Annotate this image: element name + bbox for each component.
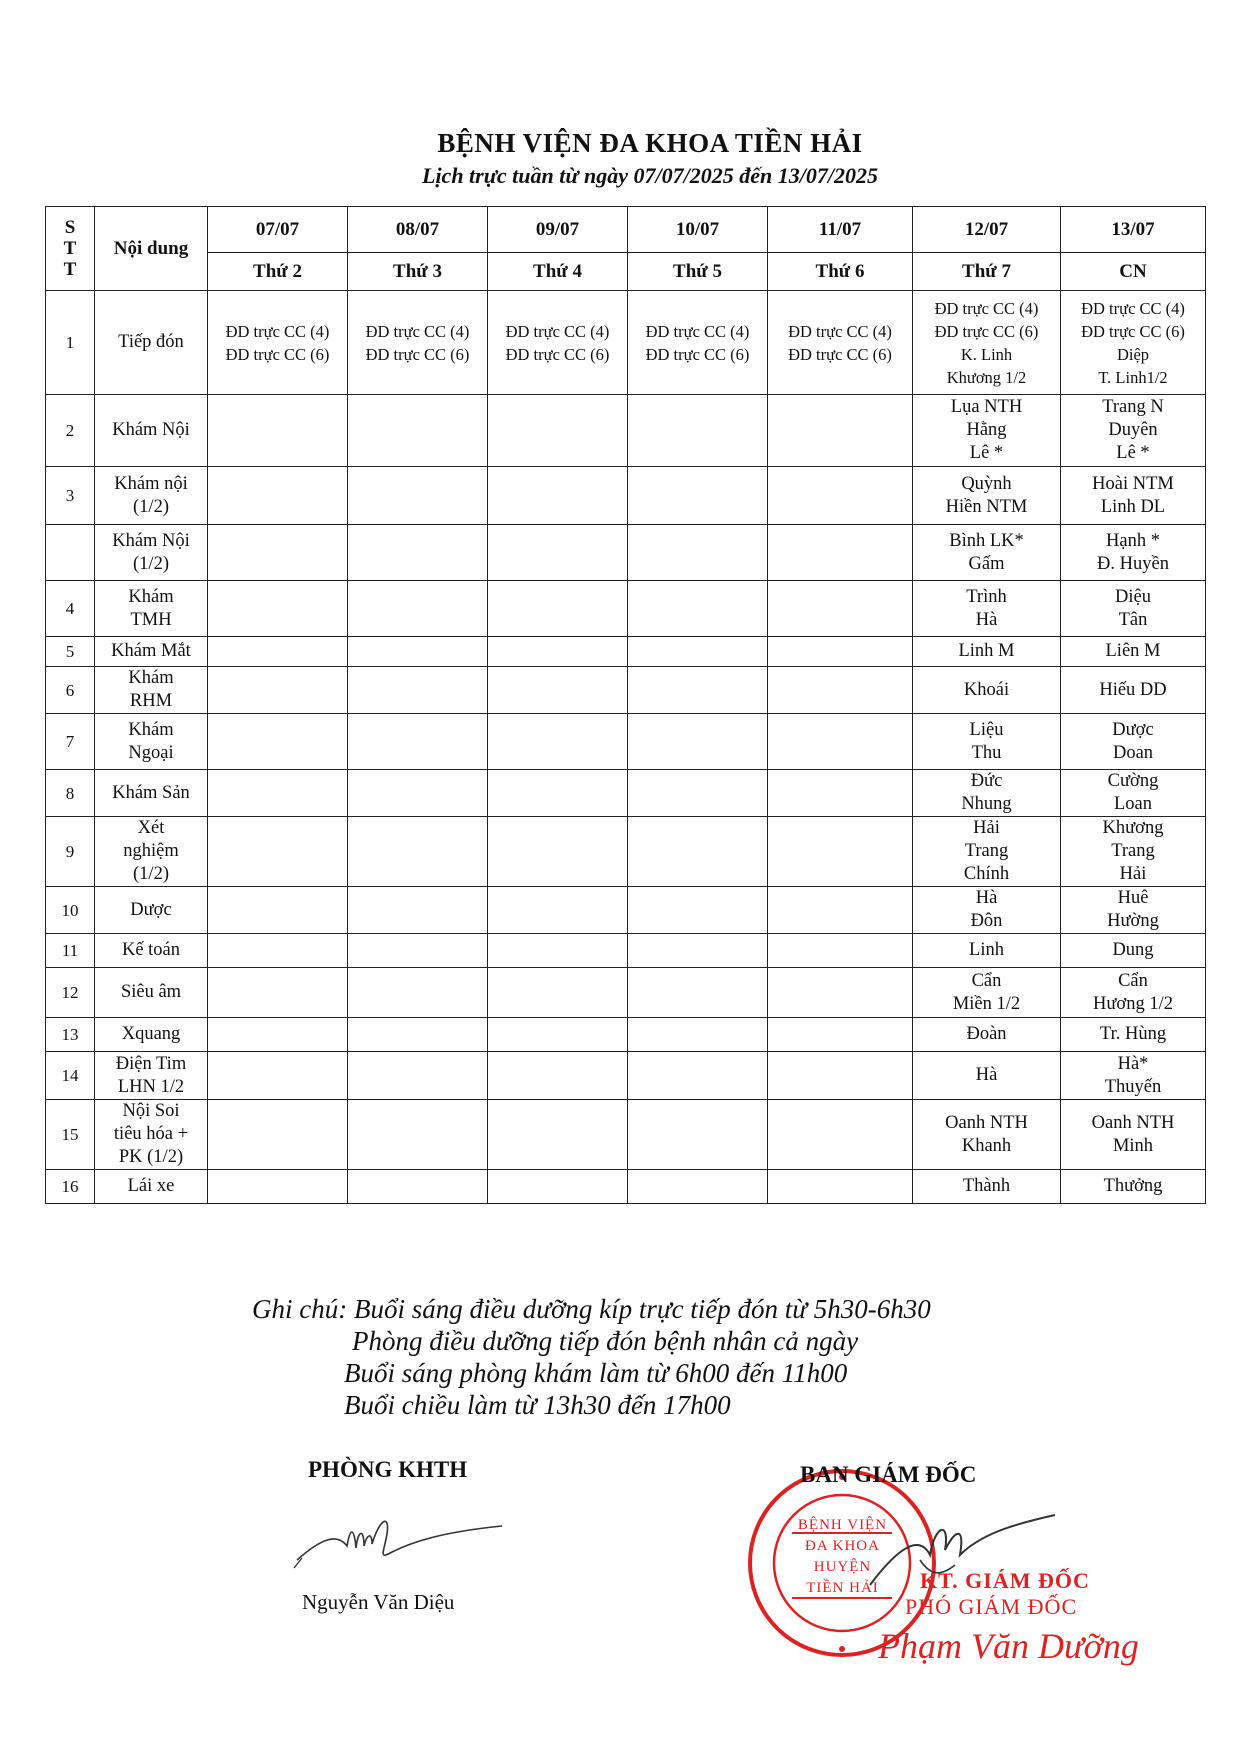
- schedule-cell: Hoài NTM Linh DL: [1061, 467, 1206, 525]
- table-row: [46, 714, 1206, 770]
- schedule-cell: Hạnh * Đ. Huyền: [1061, 525, 1206, 581]
- schedule-cell: Khương Trang Hải: [1061, 817, 1206, 887]
- row-content: Khám TMH: [95, 581, 208, 637]
- schedule-cell: [488, 467, 628, 525]
- row-content: Xquang: [95, 1018, 208, 1052]
- left-signer-title: PHÒNG KHTH: [308, 1457, 468, 1482]
- schedule-cell: [488, 1100, 628, 1170]
- table-row: [46, 1100, 1206, 1170]
- table-row: [46, 770, 1206, 817]
- row-stt: 12: [46, 968, 95, 1018]
- schedule-cell: [628, 714, 768, 770]
- schedule-cell: [348, 770, 488, 817]
- schedule-cell: [628, 637, 768, 667]
- left-signer-name: Nguyễn Văn Diệu: [302, 1590, 455, 1614]
- schedule-cell: [768, 770, 913, 817]
- table-row: [46, 887, 1206, 934]
- schedule-cell: [488, 1052, 628, 1100]
- schedule-cell: Dung: [1061, 934, 1206, 968]
- row-stt: 13: [46, 1018, 95, 1052]
- stt-header: S T T: [46, 207, 95, 291]
- schedule-cell: Linh M: [913, 637, 1061, 667]
- day-weekday-header: Thứ 6: [768, 253, 913, 291]
- schedule-cell: ĐD trực CC (4) ĐD trực CC (6): [768, 291, 913, 395]
- schedule-cell: [768, 637, 913, 667]
- table-row: [46, 1170, 1206, 1204]
- schedule-cell: [628, 667, 768, 714]
- schedule-cell: Cẩn Hương 1/2: [1061, 968, 1206, 1018]
- right-signer-role: KT. GIÁM ĐỐC: [920, 1568, 1090, 1593]
- note-line: Phòng điều dưỡng tiếp đón bệnh nhân cả ngày: [352, 1326, 859, 1356]
- schedule-cell: Hà: [913, 1052, 1061, 1100]
- row-stt: 14: [46, 1052, 95, 1100]
- schedule-cell: [768, 817, 913, 887]
- schedule-cell: [208, 968, 348, 1018]
- row-stt: 10: [46, 887, 95, 934]
- row-content: Khám nội (1/2): [95, 467, 208, 525]
- schedule-cell: [768, 1170, 913, 1204]
- schedule-table: [45, 206, 1206, 1204]
- schedule-cell: [628, 968, 768, 1018]
- content-header: Nội dung: [95, 207, 208, 291]
- schedule-cell: Khoái: [913, 667, 1061, 714]
- schedule-cell: Đoàn: [913, 1018, 1061, 1052]
- schedule-cell: Cường Loan: [1061, 770, 1206, 817]
- table-row: [46, 525, 1206, 581]
- schedule-cell: [488, 817, 628, 887]
- schedule-cell: [768, 934, 913, 968]
- schedule-cell: [348, 467, 488, 525]
- schedule-cell: [628, 934, 768, 968]
- schedule-cell: [488, 968, 628, 1018]
- row-content: Khám Mắt: [95, 637, 208, 667]
- schedule-cell: [488, 887, 628, 934]
- schedule-cell: [208, 1100, 348, 1170]
- table-row: [46, 667, 1206, 714]
- day-weekday-header: Thứ 3: [348, 253, 488, 291]
- day-date-header: 10/07: [628, 207, 768, 253]
- day-date-header: 08/07: [348, 207, 488, 253]
- schedule-cell: Oanh NTH Minh: [1061, 1100, 1206, 1170]
- schedule-cell: Hải Trang Chính: [913, 817, 1061, 887]
- schedule-cell: [348, 667, 488, 714]
- schedule-cell: [208, 637, 348, 667]
- schedule-cell: [488, 1018, 628, 1052]
- schedule-cell: [488, 934, 628, 968]
- schedule-cell: [768, 887, 913, 934]
- row-content: Khám RHM: [95, 667, 208, 714]
- schedule-cell: ĐD trực CC (4) ĐD trực CC (6): [348, 291, 488, 395]
- row-stt: 7: [46, 714, 95, 770]
- schedule-cell: Đức Nhung: [913, 770, 1061, 817]
- table-header: [46, 207, 1206, 291]
- note-line: Buổi chiều làm từ 13h30 đến 17h00: [344, 1390, 731, 1420]
- schedule-cell: [348, 1018, 488, 1052]
- schedule-cell: [208, 395, 348, 467]
- schedule-cell: [208, 714, 348, 770]
- table-row: [46, 1018, 1206, 1052]
- schedule-cell: [208, 770, 348, 817]
- schedule-cell: [208, 667, 348, 714]
- schedule-cell: ĐD trực CC (4) ĐD trực CC (6): [488, 291, 628, 395]
- row-stt: 3: [46, 467, 95, 525]
- schedule-cell: [348, 714, 488, 770]
- schedule-cell: [208, 934, 348, 968]
- schedule-cell: [628, 770, 768, 817]
- schedule-cell: [628, 395, 768, 467]
- right-signer-position: PHÓ GIÁM ĐỐC: [905, 1594, 1078, 1619]
- row-content: Siêu âm: [95, 968, 208, 1018]
- page-title: BỆNH VIỆN ĐA KHOA TIỀN HẢI: [437, 128, 863, 158]
- row-stt: [46, 525, 95, 581]
- schedule-cell: [628, 817, 768, 887]
- row-stt: 1: [46, 291, 95, 395]
- table-row: [46, 1052, 1206, 1100]
- day-weekday-header: Thứ 7: [913, 253, 1061, 291]
- row-content: Nội Soi tiêu hóa + PK (1/2): [95, 1100, 208, 1170]
- row-stt: 6: [46, 667, 95, 714]
- note-line: Ghi chú: Buổi sáng điều dưỡng kíp trực tiếp đón từ 5h30-6h30: [252, 1294, 931, 1324]
- schedule-cell: [768, 1052, 913, 1100]
- schedule-cell: [628, 1100, 768, 1170]
- schedule-cell: Hà* Thuyến: [1061, 1052, 1206, 1100]
- schedule-cell: [348, 1100, 488, 1170]
- table-body: [46, 291, 1206, 1204]
- schedule-cell: Lụa NTH Hằng Lê *: [913, 395, 1061, 467]
- row-content: Khám Sản: [95, 770, 208, 817]
- schedule-cell: Hà Đôn: [913, 887, 1061, 934]
- schedule-cell: [348, 968, 488, 1018]
- schedule-cell: ĐD trực CC (4) ĐD trực CC (6) K. Linh Khương 1/2: [913, 291, 1061, 395]
- schedule-cell: [208, 817, 348, 887]
- schedule-cell: Huê Hường: [1061, 887, 1206, 934]
- schedule-cell: [628, 467, 768, 525]
- row-stt: 9: [46, 817, 95, 887]
- day-weekday-header: CN: [1061, 253, 1206, 291]
- schedule-cell: ĐD trực CC (4) ĐD trực CC (6): [628, 291, 768, 395]
- schedule-cell: [348, 525, 488, 581]
- schedule-cell: Tr. Hùng: [1061, 1018, 1206, 1052]
- schedule-cell: Dược Doan: [1061, 714, 1206, 770]
- notes-block: [252, 1293, 931, 1421]
- table-row: [46, 467, 1206, 525]
- schedule-cell: [768, 714, 913, 770]
- right-signer-title: BAN GIÁM ĐỐC: [800, 1462, 977, 1487]
- row-content: Khám Ngoại: [95, 714, 208, 770]
- schedule-cell: Trình Hà: [913, 581, 1061, 637]
- schedule-cell: Thưởng: [1061, 1170, 1206, 1204]
- schedule-cell: [488, 637, 628, 667]
- schedule-cell: [348, 1170, 488, 1204]
- schedule-cell: [208, 887, 348, 934]
- schedule-cell: Thành: [913, 1170, 1061, 1204]
- day-weekday-header: Thứ 2: [208, 253, 348, 291]
- table-row: [46, 968, 1206, 1018]
- schedule-cell: Bình LK* Gấm: [913, 525, 1061, 581]
- schedule-cell: [768, 1100, 913, 1170]
- schedule-cell: [628, 1018, 768, 1052]
- schedule-cell: [768, 1018, 913, 1052]
- schedule-cell: [348, 934, 488, 968]
- schedule-cell: Cẩn Miền 1/2: [913, 968, 1061, 1018]
- schedule-cell: [628, 887, 768, 934]
- schedule-cell: [768, 395, 913, 467]
- table-row: [46, 581, 1206, 637]
- schedule-cell: ĐD trực CC (4) ĐD trực CC (6): [208, 291, 348, 395]
- schedule-cell: ĐD trực CC (4) ĐD trực CC (6) Diệp T. Linh1/2: [1061, 291, 1206, 395]
- row-stt: 8: [46, 770, 95, 817]
- schedule-cell: Liệu Thu: [913, 714, 1061, 770]
- schedule-cell: [768, 581, 913, 637]
- row-content: Xét nghiệm (1/2): [95, 817, 208, 887]
- schedule-cell: [488, 770, 628, 817]
- schedule-cell: [488, 667, 628, 714]
- table-row: [46, 291, 1206, 395]
- day-date-header: 13/07: [1061, 207, 1206, 253]
- schedule-cell: [768, 667, 913, 714]
- schedule-cell: [208, 1018, 348, 1052]
- row-content: Dược: [95, 887, 208, 934]
- schedule-cell: Linh: [913, 934, 1061, 968]
- schedule-cell: [208, 467, 348, 525]
- schedule-cell: [628, 581, 768, 637]
- row-stt: 4: [46, 581, 95, 637]
- day-date-header: 09/07: [488, 207, 628, 253]
- schedule-cell: [208, 581, 348, 637]
- schedule-cell: Trang N Duyên Lê *: [1061, 395, 1206, 467]
- day-weekday-header: Thứ 4: [488, 253, 628, 291]
- page-subtitle: Lịch trực tuần từ ngày 07/07/2025 đến 13/07/2025: [422, 163, 878, 188]
- schedule-cell: [488, 581, 628, 637]
- schedule-cell: [768, 525, 913, 581]
- schedule-cell: [628, 525, 768, 581]
- schedule-cell: [348, 817, 488, 887]
- row-content: Khám Nội: [95, 395, 208, 467]
- schedule-cell: [488, 714, 628, 770]
- day-weekday-header: Thứ 5: [628, 253, 768, 291]
- row-content: Kế toán: [95, 934, 208, 968]
- schedule-cell: [208, 525, 348, 581]
- table-row: [46, 934, 1206, 968]
- schedule-cell: Liên M: [1061, 637, 1206, 667]
- schedule-cell: [768, 467, 913, 525]
- day-date-header: 07/07: [208, 207, 348, 253]
- schedule-cell: [628, 1052, 768, 1100]
- note-line: Buổi sáng phòng khám làm từ 6h00 đến 11h00: [344, 1358, 848, 1388]
- schedule-cell: [348, 581, 488, 637]
- schedule-cell: Hiếu DD: [1061, 667, 1206, 714]
- row-content: Khám Nội (1/2): [95, 525, 208, 581]
- schedule-cell: [488, 525, 628, 581]
- schedule-cell: [348, 637, 488, 667]
- row-content: Lái xe: [95, 1170, 208, 1204]
- schedule-cell: [348, 887, 488, 934]
- schedule-cell: [348, 1052, 488, 1100]
- row-stt: 11: [46, 934, 95, 968]
- schedule-cell: [208, 1052, 348, 1100]
- schedule-cell: Quỳnh Hiền NTM: [913, 467, 1061, 525]
- row-stt: 5: [46, 637, 95, 667]
- stamp-text: BỆNH VIỆN ĐA KHOA HUYỆN TIỀN HẢI: [797, 1517, 888, 1596]
- schedule-cell: [208, 1170, 348, 1204]
- row-content: Tiếp đón: [95, 291, 208, 395]
- schedule-cell: [488, 1170, 628, 1204]
- day-date-header: 11/07: [768, 207, 913, 253]
- day-date-header: 12/07: [913, 207, 1061, 253]
- table-row: [46, 637, 1206, 667]
- table-row: [46, 395, 1206, 467]
- right-signer-name: Phạm Văn Dưỡng: [878, 1626, 1139, 1666]
- schedule-cell: [348, 395, 488, 467]
- schedule-cell: [488, 395, 628, 467]
- row-stt: 16: [46, 1170, 95, 1204]
- schedule-cell: [628, 1170, 768, 1204]
- schedule-cell: [768, 968, 913, 1018]
- table-row: [46, 817, 1206, 887]
- row-content: Điện Tim LHN 1/2: [95, 1052, 208, 1100]
- left-signature-icon: [292, 1508, 512, 1578]
- row-stt: 2: [46, 395, 95, 467]
- schedule-cell: Oanh NTH Khanh: [913, 1100, 1061, 1170]
- schedule-cell: Diệu Tân: [1061, 581, 1206, 637]
- row-stt: 15: [46, 1100, 95, 1170]
